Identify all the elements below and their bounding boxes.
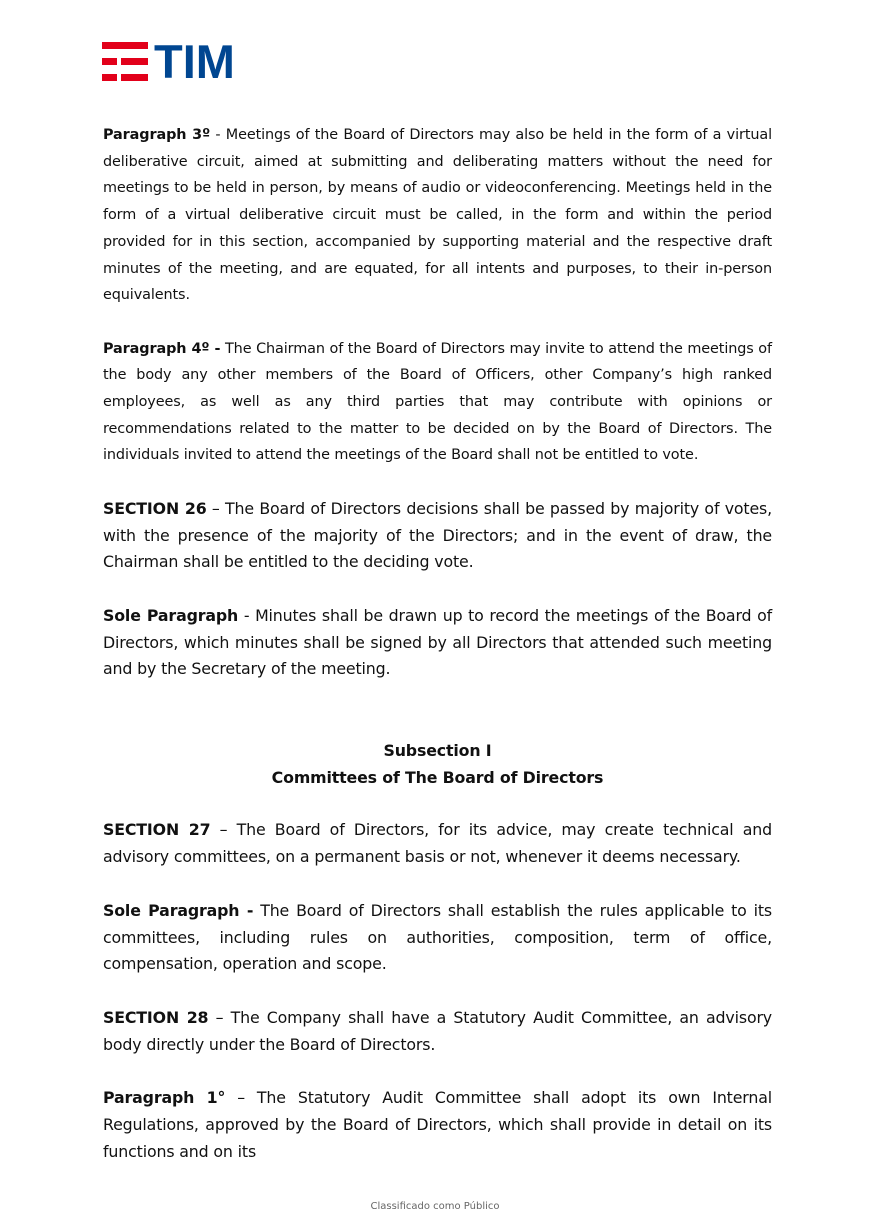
paragraph-label: Paragraph 1° — [103, 1088, 226, 1108]
subsection-title: Subsection I — [383, 740, 492, 760]
paragraph-text: The Board of Directors shall establish the rules applicable to its committees, including rules on authorities, composition, term of office, compensation, operation and scope. — [103, 900, 772, 974]
classification-footer: Classificado como Público — [370, 1201, 500, 1212]
section-text: – The Board of Directors decisions shall be passed by majority of votes, with the presence of the majority of the Directors; and in the event of draw, the Chairman shall be entitled to the deciding vote. — [103, 498, 772, 572]
section-text: – The Company shall have a Statutory Audit Committee, an advisory body directly under the Board of Directors. — [103, 1007, 772, 1054]
section-28-paragraph-1 — [103, 1085, 772, 1165]
paragraph-text: - Meetings of the Board of Directors may also be held in the form of a virtual deliberative circuit, aimed at submitting and deliberating matters without the need for meetings to be held in person, by means of audio or videoconferencing. Meetings held in the form of a virtual deliberative circuit must be called, in the form and within the period provided for in this section, accompanied by supporting material and the respective draft minutes of the meeting, and are equated, for all intents and purposes, to their in-person equivalents. — [103, 127, 772, 304]
paragraph-text: - Minutes shall be drawn up to record the meetings of the Board of Directors, which minutes shall be signed by all Directors that attended such meeting and by the Secretary of the meeting. — [103, 605, 772, 679]
logo-text: TIM — [154, 35, 235, 88]
paragraph-label: Sole Paragraph — [103, 605, 239, 625]
paragraph-label: Sole Paragraph - — [103, 900, 254, 920]
subsection-subtitle: Committees of The Board of Directors — [271, 767, 604, 787]
tim-logo-mark-icon — [102, 42, 148, 82]
section-27 — [103, 817, 772, 871]
section-26-sole-paragraph — [103, 603, 772, 683]
paragraph-label: Paragraph 4º - — [103, 340, 221, 357]
document-body — [103, 122, 772, 1166]
paragraph-4 — [103, 336, 772, 470]
section-label: SECTION 28 — [103, 1007, 209, 1027]
tim-logo — [102, 35, 235, 88]
section-text: – The Board of Directors, for its advice, may create technical and advisory committees, on a permanent basis or not, whenever it deems necessary. — [103, 820, 773, 867]
section-28 — [103, 1005, 772, 1059]
section-27-sole-paragraph — [103, 898, 772, 978]
section-label: SECTION 27 — [103, 820, 211, 840]
paragraph-text: The Chairman of the Board of Directors may invite to attend the meetings of the body any other members of the Board of Officers, other Company’s high ranked employees, as well as any third parties that may contribute with opinions or recommendations related to the matter to be decided on by the Board of Directors. The individuals invited to attend the meetings of the Board shall not be entitled to vote. — [103, 340, 772, 464]
paragraph-label: Paragraph 3º — [103, 127, 211, 143]
paragraph-3 — [103, 122, 772, 309]
section-label: SECTION 26 — [103, 498, 207, 518]
section-26 — [103, 496, 772, 576]
paragraph-text: – The Statutory Audit Committee shall adopt its own Internal Regulations, approved by the Board of Directors, which shall provide in detail on its functions and on its — [103, 1088, 772, 1161]
